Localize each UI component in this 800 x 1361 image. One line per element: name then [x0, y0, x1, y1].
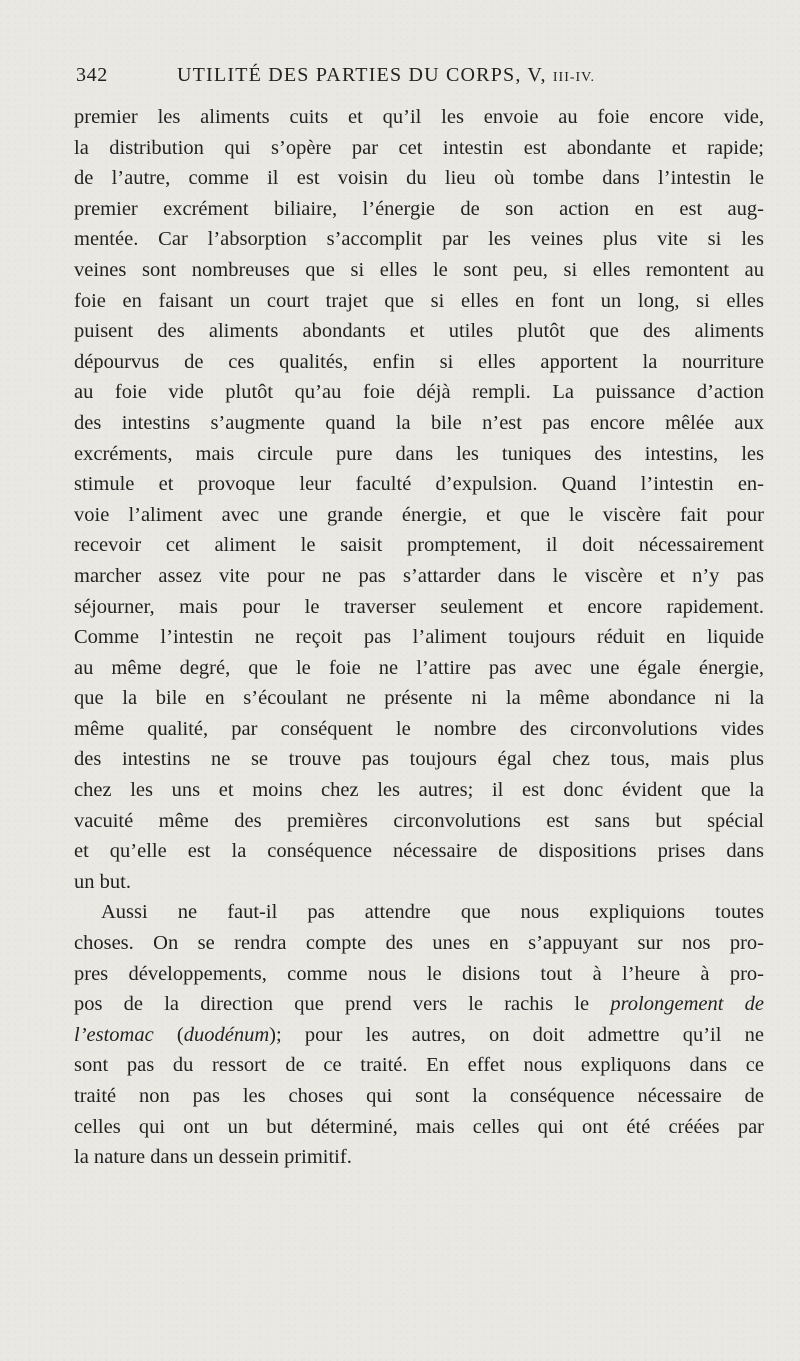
- paragraph-1: [74, 102, 764, 897]
- text-line: que la bile en s’écoulant ne présente ni la même abondance ni la: [74, 687, 764, 710]
- text-line: voie l’aliment avec une grande énergie, et que le viscère fait pour: [74, 503, 764, 526]
- text-line: des intestins ne se trouve pas toujours égal chez tous, mais plus: [74, 748, 764, 771]
- text-line: pres développements, comme nous le disions tout à l’heure à pro-: [74, 962, 764, 985]
- text-line: traité non pas les choses qui sont la conséquence nécessaire de: [74, 1085, 764, 1107]
- running-head: [76, 64, 766, 96]
- text-line: de l’autre, comme il est voisin du lieu où tombe dans l’intestin le: [74, 167, 764, 190]
- text-line: recevoir cet aliment le saisit promptement, il doit nécessairement: [74, 534, 764, 557]
- text-line: premier les aliments cuits et qu’il les envoie au foie encore vide,: [74, 106, 764, 128]
- text-line: Aussi ne faut-il pas attendre que nous expliquions toutes: [101, 901, 764, 924]
- text-line: premier excrément biliaire, l’énergie de son action en est aug-: [74, 197, 764, 220]
- page-number: 342: [76, 64, 108, 86]
- text-run: pos de la direction que prend vers le rachis le: [74, 993, 611, 1016]
- text-line: puisent des aliments abondants et utiles plutôt que des aliments: [74, 320, 764, 343]
- italic-term: l’estomac: [74, 1023, 154, 1046]
- text-line: stimule et provoque leur faculté d’expulsion. Quand l’intestin en-: [74, 473, 764, 496]
- text-line: séjourner, mais pour le traverser seulement et encore rapidement.: [74, 595, 764, 618]
- running-title-main: UTILITÉ DES PARTIES DU CORPS, V,: [177, 64, 547, 86]
- text-line: excréments, mais circule pure dans les tuniques des intestins, les: [74, 442, 764, 465]
- text-line: et qu’elle est la conséquence nécessaire de dispositions prises dans: [74, 840, 764, 863]
- text-line: foie en faisant un court trajet que si elles en font un long, si elles: [74, 289, 764, 312]
- italic-term: duodénum: [183, 1023, 270, 1046]
- running-title: [177, 64, 595, 87]
- text-line: Comme l’intestin ne reçoit pas l’aliment toujours réduit en liquide: [74, 626, 764, 649]
- text-line: marcher assez vite pour ne pas s’attarder dans le viscère et n’y pas: [74, 564, 764, 587]
- text-line: chez les uns et moins chez les autres; il est donc évident que la: [74, 779, 764, 802]
- text-line: choses. On se rendra compte des unes en s’appuyant sur nos pro-: [74, 932, 764, 955]
- body-text: [74, 102, 764, 1173]
- text-line: mentée. Car l’absorption s’accomplit par les veines plus vite si les: [74, 228, 764, 251]
- text-line: dépourvus de ces qualités, enfin si elles apportent la nourriture: [74, 350, 764, 373]
- text-line: vacuité même des premières circonvolutions est sans but spécial: [74, 809, 764, 832]
- text-line: au même degré, que le foie ne l’attire pas avec une égale énergie,: [74, 656, 764, 679]
- text-line: des intestins s’augmente quand la bile n’est pas encore mêlée aux: [74, 411, 764, 434]
- paragraph-2: [74, 897, 764, 1172]
- text-line: un but.: [74, 870, 131, 893]
- text-run: (: [153, 1023, 184, 1046]
- text-line: veines sont nombreuses que si elles le sont peu, si elles remontent au: [74, 258, 764, 281]
- running-title-section: III-IV.: [552, 70, 595, 85]
- text-line: au foie vide plutôt qu’au foie déjà rempli. La puissance d’action: [74, 381, 764, 404]
- text-line: celles qui ont un but déterminé, mais celles qui ont été créées par: [74, 1115, 764, 1138]
- text-line: même qualité, par conséquent le nombre des circonvolutions vides: [74, 717, 764, 740]
- text-line: la distribution qui s’opère par cet intestin est abondante et rapide;: [74, 136, 764, 159]
- text-line: la nature dans un dessein primitif.: [74, 1146, 352, 1169]
- text-line: [74, 1020, 764, 1051]
- text-line: [74, 989, 764, 1020]
- text-run: ); pour les autres, on doit admettre qu’il ne: [269, 1023, 764, 1046]
- italic-term: prolongement de: [610, 993, 764, 1016]
- text-line: sont pas du ressort de ce traité. En effet nous expliquons dans ce: [74, 1054, 764, 1077]
